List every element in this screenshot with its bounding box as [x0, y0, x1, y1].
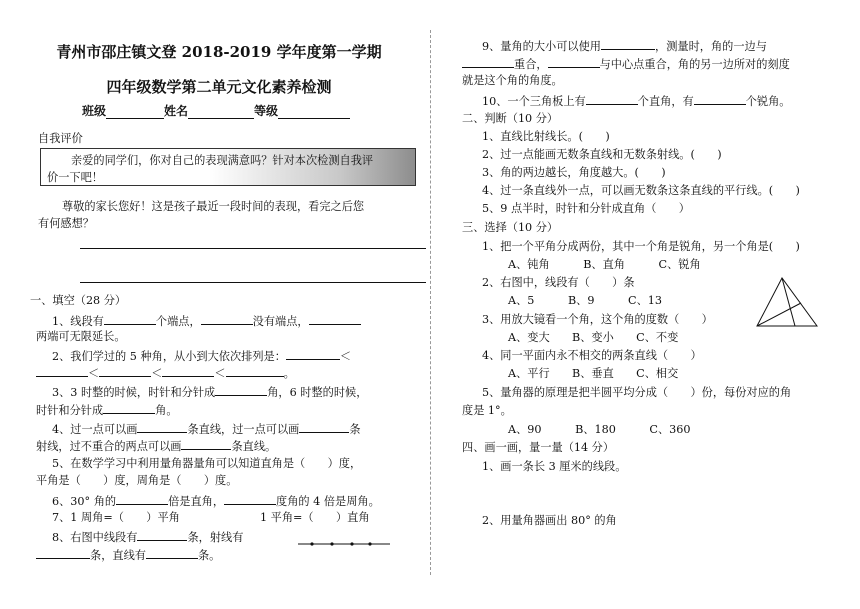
- question-5-cont: 平角是（ ）度，周角是（ ）度。: [36, 474, 238, 487]
- question-7b: 1 平角=（ ）直角: [260, 511, 370, 524]
- triangle-figure: [752, 275, 822, 331]
- parent-note-2: 有何感想？: [38, 217, 94, 230]
- name-label: 姓名: [164, 104, 189, 118]
- question-9: 9、量角的大小可以使用 ，测量时，角的一边与: [482, 40, 767, 53]
- choice-5-options: A、90 B、180 C、360: [508, 423, 691, 436]
- choice-2: 2、右图中，线段有（ ）条: [482, 276, 635, 289]
- question-3: 3、3 时整的时候，时针和分针成 角，6 时整的时候，: [52, 386, 368, 399]
- question-8: 8、右图中线段有 条，射线有: [52, 531, 244, 544]
- choice-5: 5、量角器的原理是把半圆平均分成（ ）份，每份对应的角: [482, 386, 792, 399]
- choice-4: 4、同一平面内永不相交的两条直线（ ）: [482, 349, 702, 362]
- question-1: 1、线段有 个端点， 没有端点，: [52, 313, 361, 329]
- self-eval-text-1: 亲爱的同学们，你对自己的表现满意吗？针对本次检测自我评: [71, 154, 374, 167]
- choice-5-cont: 度是 1°。: [462, 404, 512, 417]
- choice-1: 1、把一个平角分成两份，其中一个角是锐角，另一个角是( ): [482, 240, 800, 253]
- judge-5: 5、9 点半时，时针和分针成直角（ ）: [482, 202, 690, 215]
- judge-2: 2、过一点能画无数条直线和无数条射线。( ): [482, 148, 722, 161]
- class-blank[interactable]: [106, 106, 164, 119]
- self-eval-box: [40, 148, 416, 186]
- parent-write-line-1[interactable]: [80, 248, 426, 249]
- choice-3: 3、用放大镜看一个角，这个角的度数（ ）: [482, 313, 713, 326]
- grade-label: 等级: [254, 104, 279, 118]
- exam-subtitle: 四年级数学第二单元文化素养检测: [106, 78, 332, 96]
- question-5: 5、在数学学习中利用量角器量角可以知道直角是（ ）度，: [52, 457, 362, 470]
- section-4-title: 四、画一画，量一量（14 分）: [462, 441, 615, 454]
- question-10: 10、一个三角板上有 个直角，有 个锐角。: [482, 95, 791, 108]
- question-9-cont: 重合， 与中心点重合，角的另一边所对的刻度: [462, 56, 790, 72]
- draw-1: 1、画一条长 3 厘米的线段。: [482, 460, 627, 473]
- choice-3-options: A、变大 B、变小 C、不变: [508, 331, 679, 344]
- question-4: 4、过一点可以画 条直线，过一点可以画 条: [52, 423, 361, 436]
- question-7a: 7、1 周角=（ ）平角: [52, 511, 180, 524]
- self-eval-label: 自我评价: [38, 132, 83, 145]
- exam-title: 青州市邵庄镇文登 2018-2019 学年度第一学期: [56, 43, 382, 61]
- question-8-cont: 条，直线有 条。: [36, 547, 220, 563]
- judge-1: 1、直线比射线长。( ): [482, 130, 610, 143]
- student-info-line: [82, 102, 350, 119]
- section-2-title: 二、判断（10 分）: [462, 112, 559, 125]
- draw-2: 2、用量角器画出 80° 的角: [482, 514, 617, 527]
- parent-note-1: 尊敬的家长您好！这是孩子最近一段时间的表现，看完之后您: [62, 200, 365, 213]
- question-3-cont: 时针和分针成 角。: [36, 404, 178, 417]
- section-1-title: 一、填空（28 分）: [30, 294, 127, 307]
- class-label: 班级: [82, 104, 107, 118]
- line-figure: [290, 536, 394, 552]
- question-6: 6、30° 角的 倍是直角， 度角的 4 倍是周角。: [52, 495, 380, 508]
- name-blank[interactable]: [188, 106, 254, 119]
- question-1-cont: 两端可无限延长。: [36, 330, 126, 343]
- choice-2-options: A、5 B、9 C、13: [508, 294, 663, 307]
- section-3-title: 三、选择（10 分）: [462, 221, 559, 234]
- choice-1-options: A、钝角 B、直角 C、锐角: [508, 258, 701, 271]
- choice-4-options: A、平行 B、垂直 C、相交: [508, 367, 679, 380]
- question-9-end: 就是这个角的角度。: [462, 74, 563, 87]
- parent-write-line-2[interactable]: [80, 282, 426, 283]
- column-divider: [430, 30, 431, 575]
- question-2: 2、我们学过的 5 种角，从小到大依次排列是： ＜: [52, 350, 352, 363]
- question-2-cont: ＜ ＜ ＜ 。: [36, 365, 295, 381]
- self-eval-text-2: 价一下吧！: [47, 171, 103, 184]
- judge-3: 3、角的两边越长，角度越大。( ): [482, 166, 666, 179]
- question-4-cont: 射线，过不重合的两点可以画 条直线。: [36, 440, 277, 453]
- grade-blank[interactable]: [278, 106, 350, 119]
- judge-4: 4、过一条直线外一点，可以画无数条这条直线的平行线。( ): [482, 184, 800, 197]
